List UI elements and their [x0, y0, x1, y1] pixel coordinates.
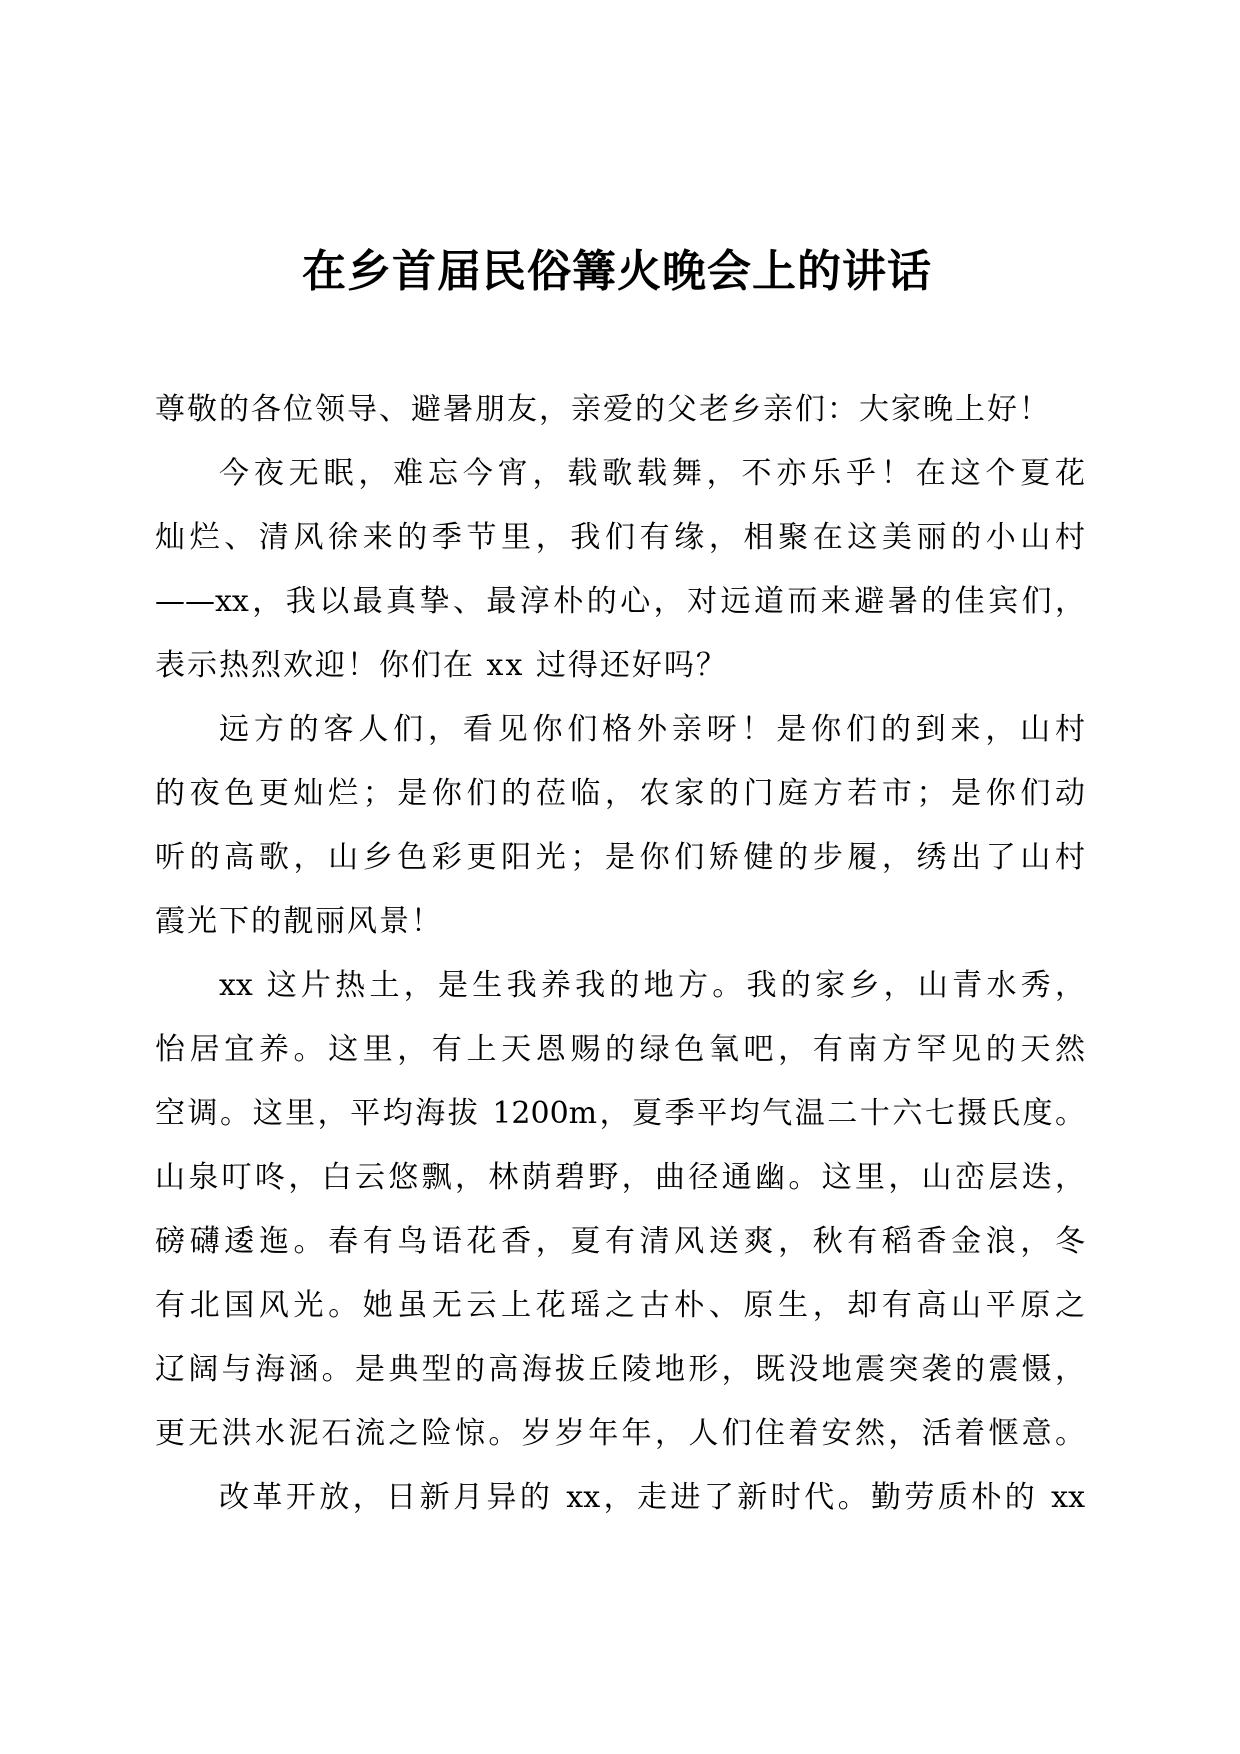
document-body: [155, 378, 1085, 1530]
paragraph-line: 尊敬的各位领导、避暑朋友，亲爱的父老乡亲们：大家晚上好！: [155, 392, 1051, 427]
paragraph-line: 表示热烈欢迎！你们在 xx 过得还好吗？: [155, 648, 728, 683]
paragraph-line: ——xx，我以最真挚、最淳朴的心，对远道而来避暑的佳宾们，: [155, 584, 1085, 619]
paragraph-line: 远方的客人们，看见你们格外亲呀！是你们的到来，山村: [219, 712, 1085, 747]
paragraph-line: 山泉叮咚，白云悠飘，林荫碧野，曲径通幽。这里，山峦层迭，: [155, 1160, 1085, 1195]
paragraph-line: 霞光下的靓丽风景！: [155, 904, 443, 939]
paragraph-line: 今夜无眠，难忘今宵，载歌载舞，不亦乐乎！在这个夏花: [219, 456, 1085, 491]
paragraph-line: 空调。这里，平均海拔 1200m，夏季平均气温二十六七摄氏度。: [155, 1096, 1085, 1131]
paragraph-line: 改革开放，日新月异的 xx，走进了新时代。勤劳质朴的 xx: [219, 1480, 1085, 1515]
paragraph-line: 怡居宜养。这里，有上天恩赐的绿色氧吧，有南方罕见的天然: [155, 1032, 1085, 1067]
paragraph-line: 的夜色更灿烂；是你们的莅临，农家的门庭方若市；是你们动: [155, 776, 1085, 811]
paragraph-line: 更无洪水泥石流之险惊。岁岁年年，人们住着安然，活着惬意。: [155, 1416, 1085, 1451]
paragraph-line: 磅礴逶迤。春有鸟语花香，夏有清风送爽，秋有稻香金浪，冬: [155, 1224, 1085, 1259]
paragraph-line: 辽阔与海涵。是典型的高海拔丘陵地形，既没地震突袭的震慑，: [155, 1352, 1085, 1387]
paragraph-line: 听的高歌，山乡色彩更阳光；是你们矫健的步履，绣出了山村: [155, 840, 1085, 875]
paragraph-line: 灿烂、清风徐来的季节里，我们有缘，相聚在这美丽的小山村: [155, 520, 1085, 555]
document-title: 在乡首届民俗篝火晚会上的讲话: [302, 246, 932, 297]
paragraph-line: xx 这片热土，是生我养我的地方。我的家乡，山青水秀，: [219, 968, 1085, 1003]
paragraph-line: 有北国风光。她虽无云上花瑶之古朴、原生，却有高山平原之: [155, 1288, 1085, 1323]
